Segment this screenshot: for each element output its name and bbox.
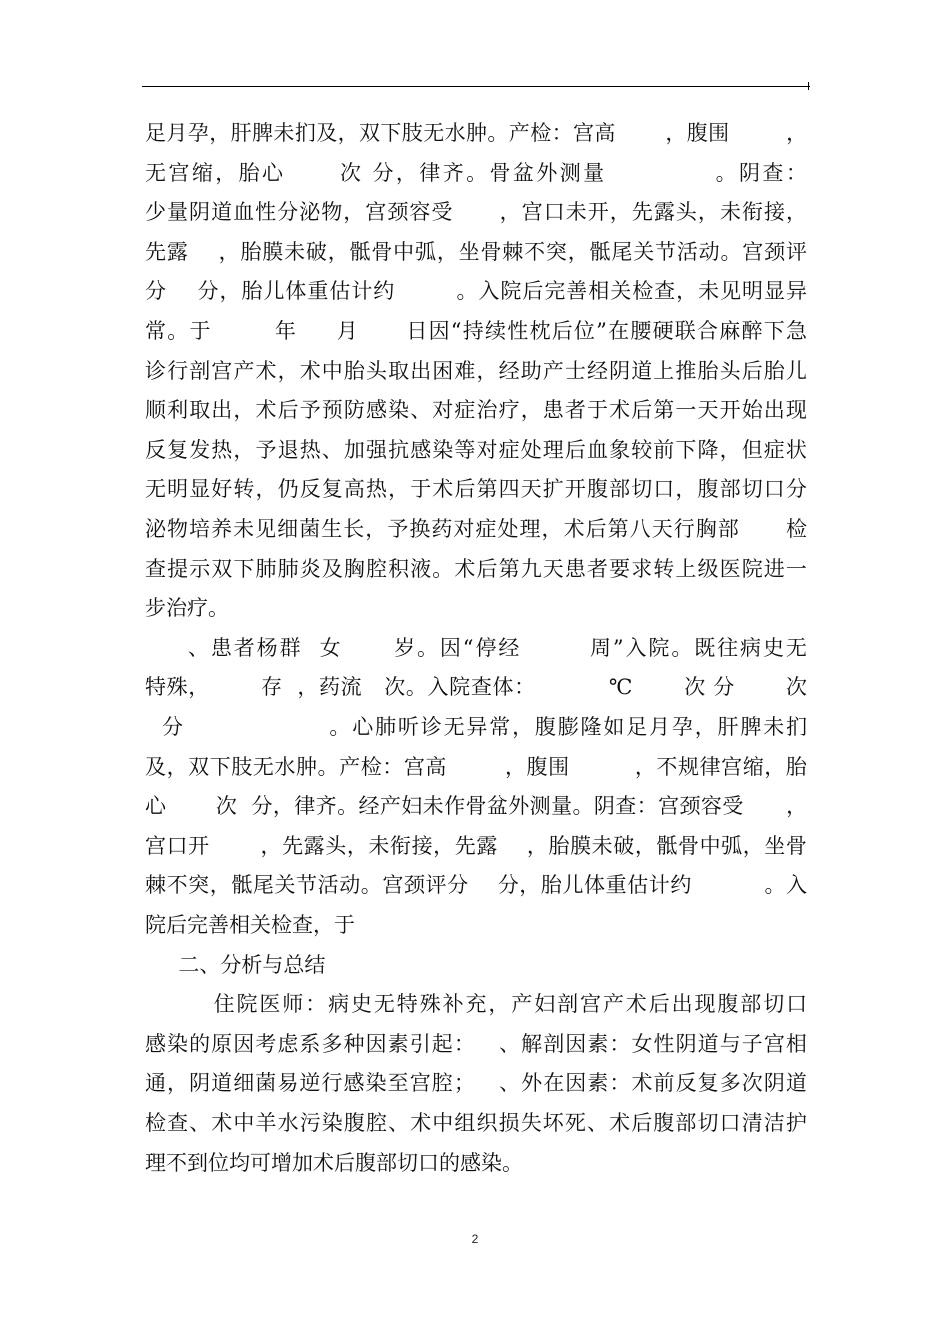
text-line: 检查、术中羊水污染腹腔、术中组织损失坏死、术后腹部切口清洁护	[145, 1111, 808, 1135]
text-line: 宫口开 ，先露头，未衔接，先露 ，胎膜未破，骶骨中弧，坐骨	[145, 834, 808, 858]
text-line: 及，双下肢无水肿。产检：宫高 ，腹围 ，不规律宫缩，胎	[145, 755, 808, 779]
text-line: 少量阴道血性分泌物，宫颈容受 ，宫口未开，先露头，未衔接，	[145, 200, 809, 224]
text-line: 理不到位均可增加术后腹部切口的感染。	[145, 1151, 523, 1175]
text-line: 感染的原因考虑系多种因素引起： 、解剖因素：女性阴道与子宫相	[145, 1032, 808, 1056]
text-line: 住院医师：病史无特殊补充，产妇剖宫产术后出现腹部切口	[145, 992, 809, 1016]
text-line: 无宫缩，胎心 次 分，律齐。骨盆外测量 。阴查：	[145, 161, 810, 185]
text-line: 顺利取出，术后予预防感染、对症治疗，患者于术后第一天开始出现	[145, 398, 808, 422]
text-line: 通，阴道细菌易逆行感染至宫腔； 、外在因素：术前反复多次阴道	[145, 1071, 808, 1095]
text-line: 查提示双下肺肺炎及胸腔积液。术后第九天患者要求转上级医院进一	[145, 557, 808, 581]
text-line: 足月孕，肝脾未扪及，双下肢无水肿。产检：宫高 ，腹围 ，	[145, 121, 808, 145]
text-line: 泌物培养未见细菌生长，予换药对症处理，术后第八天行胸部 检	[145, 517, 809, 541]
text-line: 、患者杨群 女 岁。因“停经 周”入院。既往病史无	[145, 636, 809, 660]
header-rule-end-mark	[808, 82, 809, 90]
header-rule	[142, 86, 810, 87]
text-line: 棘不突，骶尾关节活动。宫颈评分 分，胎儿体重估计约 。入	[145, 873, 808, 897]
text-line: 无明显好转，仍反复高热，于术后第四天扩开腹部切口，腹部切口分	[145, 477, 808, 501]
text-line: 心 次 分，律齐。经产妇未作骨盆外测量。阴查：宫颈容受 ，	[145, 794, 808, 818]
text-line: 分 。心肺听诊无异常，腹膨隆如足月孕，肝脾未扪	[145, 715, 809, 739]
text-line: 二、分析与总结	[145, 953, 326, 977]
text-line: 常。于 年 月 日因“持续性枕后位”在腰硬联合麻醉下急	[145, 319, 809, 343]
text-line: 院后完善相关检查，于	[145, 913, 355, 937]
text-line: 反复发热，予退热、加强抗感染等对症处理后血象较前下降，但症状	[145, 438, 808, 462]
text-line: 分 分，胎儿体重估计约 。入院后完善相关检查，未见明显异	[145, 279, 808, 303]
text-line: 特殊， 存 ，药流 次。入院查体： ℃ 次 分 次	[145, 675, 808, 699]
page-number: 2	[471, 1232, 479, 1246]
text-line: 诊行剖宫产术，术中胎头取出困难，经助产士经阴道上推胎头后胎儿	[145, 359, 808, 383]
text-line: 步治疗。	[145, 596, 229, 620]
text-line: 先露 ，胎膜未破，骶骨中弧，坐骨棘不突，骶尾关节活动。宫颈评	[145, 240, 808, 264]
